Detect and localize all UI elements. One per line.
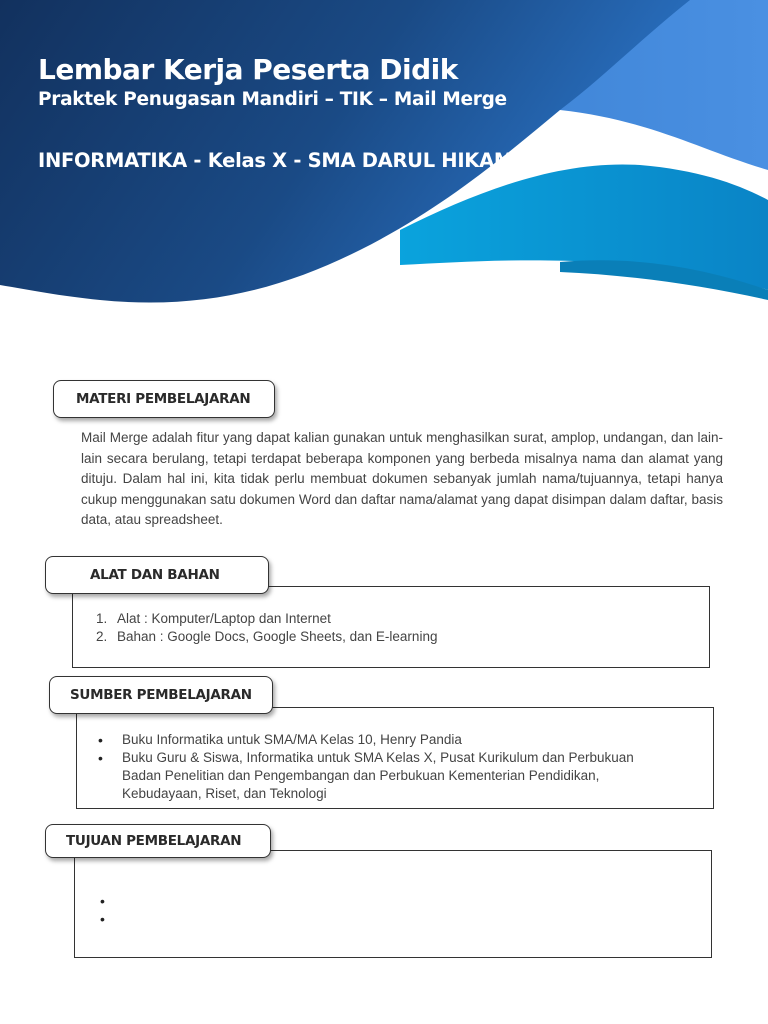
materi-heading: MATERI PEMBELAJARAN [76, 391, 251, 407]
list-item [100, 910, 660, 928]
sumber-heading-tab [49, 676, 273, 714]
document-title: Lembar Kerja Peserta Didik [38, 53, 458, 86]
bullet-icon: • [98, 732, 103, 748]
alat-heading-tab [45, 556, 269, 594]
tujuan-list [100, 892, 660, 928]
list-item: • Buku Informatika untuk SMA/MA Kelas 10, Henry Pandia [98, 732, 462, 748]
document-subtitle: Praktek Penugasan Mandiri – TIK – Mail Merge [38, 89, 507, 110]
list-item [100, 892, 660, 910]
alat-list [96, 610, 437, 646]
sumber-list [98, 731, 638, 803]
bullet-icon: • [100, 893, 105, 909]
tujuan-heading-tab [45, 824, 271, 858]
bullet-icon: • [98, 750, 103, 766]
list-item: 2. Bahan : Google Docs, Google Sheets, dan E-learning [96, 629, 438, 644]
course-label: INFORMATIKA - Kelas X - SMA DARUL HIKAM [38, 149, 513, 172]
materi-paragraph: Mail Merge adalah fitur yang dapat kalian gunakan untuk menghasilkan surat, amplop, undangan, dan lain-lain secara berulang, tetapi terdapat beberapa komponen yang berbeda misalnya nama dan alamat yang dituju. Dalam hal ini, kita tidak perlu membuat dokumen sebanyak jumlah nama/tujuannya, tetapi hanya cukup menggunakan satu dokumen Word dan daftar nama/alamat yang dapat disimpan dalam daftar, basis data, atau spreadsheet. [81, 430, 723, 527]
sumber-heading: SUMBER PEMBELAJARAN [70, 687, 252, 703]
bullet-icon: • [100, 911, 105, 927]
tujuan-heading: TUJUAN PEMBELAJARAN [66, 833, 242, 849]
header-text [38, 52, 513, 172]
list-item: 1. Alat : Komputer/Laptop dan Internet [96, 611, 331, 626]
list-item: • Buku Guru & Siswa, Informatika untuk SMA Kelas X, Pusat Kurikulum dan Perbukuan Badan Penelitian dan Pengembangan dan Perbukuan Kementerian Pendidikan, Kebudayaan, Riset, dan Teknologi [98, 750, 634, 801]
materi-heading-tab [53, 380, 275, 418]
alat-heading: ALAT DAN BAHAN [90, 567, 220, 583]
